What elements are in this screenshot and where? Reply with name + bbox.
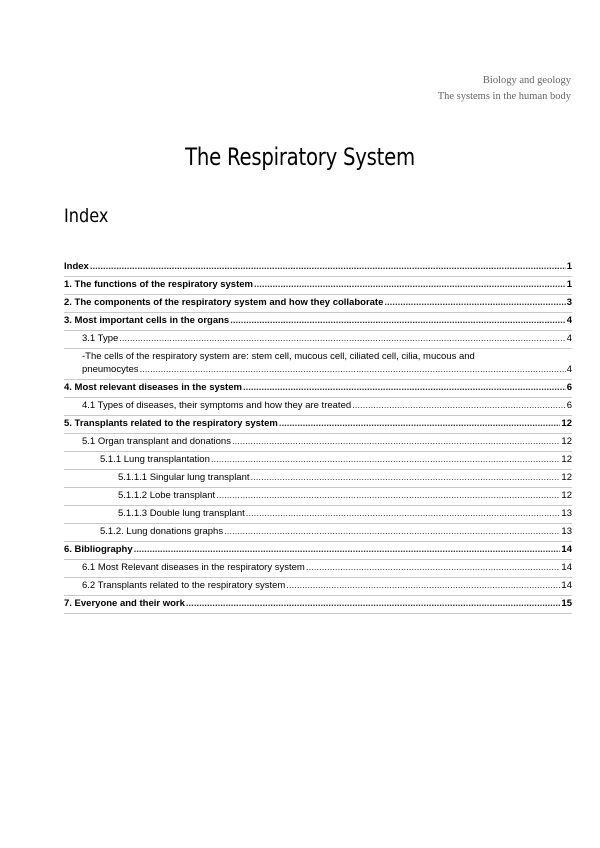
document-header <box>438 73 571 105</box>
toc-entry-transplants[interactable] <box>64 416 572 434</box>
index-heading: Index <box>64 205 109 227</box>
toc-label: 5.1 Organ transplant and donations <box>82 436 231 447</box>
toc-label: -The cells of the respiratory system are: stem cell, mucous cell, ciliated cell, cilia, mucous and <box>82 351 475 362</box>
table-of-contents <box>64 259 572 614</box>
toc-page: 1 <box>566 279 572 290</box>
toc-page: 4 <box>566 315 572 326</box>
document-title: The Respiratory System <box>185 143 415 171</box>
toc-page: 14 <box>561 580 572 591</box>
toc-entry-components[interactable] <box>64 295 572 313</box>
toc-label: 5.1.1 Lung transplantation <box>100 454 210 465</box>
toc-label: 3.1 Type <box>82 333 119 344</box>
toc-entry-organ-transplant[interactable] <box>64 434 572 452</box>
toc-page: 13 <box>561 526 572 537</box>
toc-label: 4. Most relevant diseases in the system <box>64 382 242 393</box>
toc-page: 15 <box>561 598 572 609</box>
header-topic: The systems in the human body <box>437 91 571 102</box>
toc-label: 3. Most important cells in the organs <box>64 315 230 326</box>
toc-page: 13 <box>561 508 572 519</box>
toc-label: 1. The functions of the respiratory system <box>64 279 253 290</box>
toc-page: 6 <box>566 400 572 411</box>
toc-entry-index[interactable] <box>64 259 572 277</box>
toc-page: 12 <box>561 472 572 483</box>
toc-label: Index <box>64 261 89 272</box>
toc-label: 5. Transplants related to the respiratory system <box>64 418 278 429</box>
toc-label: 5.1.1.1 Singular lung transplant <box>118 472 250 483</box>
toc-label: 6. Bibliography <box>64 544 133 555</box>
toc-entry-bib-diseases[interactable] <box>64 560 572 578</box>
toc-entry-diseases[interactable] <box>64 380 572 398</box>
toc-page: 3 <box>566 297 572 308</box>
toc-label: 5.1.1.3 Double lung transplant <box>118 508 245 519</box>
toc-page: 1 <box>566 261 572 272</box>
toc-label-continued: pneumocytes <box>82 364 139 375</box>
toc-page: 12 <box>561 490 572 501</box>
header-subject: Biology and geology <box>482 75 571 86</box>
toc-entry-lung-transplantation[interactable] <box>64 452 572 470</box>
toc-entry-singular-lung[interactable] <box>64 470 572 488</box>
toc-entry-donation-graphs[interactable] <box>64 524 572 542</box>
toc-entry-functions[interactable] <box>64 277 572 295</box>
toc-entry-double-lung[interactable] <box>64 506 572 524</box>
toc-page: 4 <box>566 333 572 344</box>
toc-entry-cell-list[interactable] <box>64 349 572 380</box>
toc-entry-bibliography[interactable] <box>64 542 572 560</box>
toc-page: 14 <box>561 544 572 555</box>
toc-label: 5.1.2. Lung donations graphs <box>100 526 224 537</box>
toc-entry-lobe[interactable] <box>64 488 572 506</box>
toc-entry-bib-transplants[interactable] <box>64 578 572 596</box>
toc-page: 4 <box>566 364 572 375</box>
toc-label: 5.1.1.2 Lobe transplant <box>118 490 216 501</box>
toc-page: 12 <box>561 418 572 429</box>
toc-page: 12 <box>561 436 572 447</box>
toc-label: 6.1 Most Relevant diseases in the respiratory system <box>82 562 305 573</box>
toc-page: 6 <box>566 382 572 393</box>
toc-page: 14 <box>561 562 572 573</box>
toc-entry-type[interactable] <box>64 331 572 349</box>
toc-entry-everyone[interactable] <box>64 596 572 614</box>
toc-label: 4.1 Types of diseases, their symptoms and how they are treated <box>82 400 352 411</box>
toc-label: 7. Everyone and their work <box>64 598 185 609</box>
toc-entry-disease-types[interactable] <box>64 398 572 416</box>
toc-label: 6.2 Transplants related to the respiratory system <box>82 580 286 591</box>
toc-entry-cells[interactable] <box>64 313 572 331</box>
toc-page: 12 <box>561 454 572 465</box>
toc-label: 2. The components of the respiratory system and how they collaborate <box>64 297 384 308</box>
